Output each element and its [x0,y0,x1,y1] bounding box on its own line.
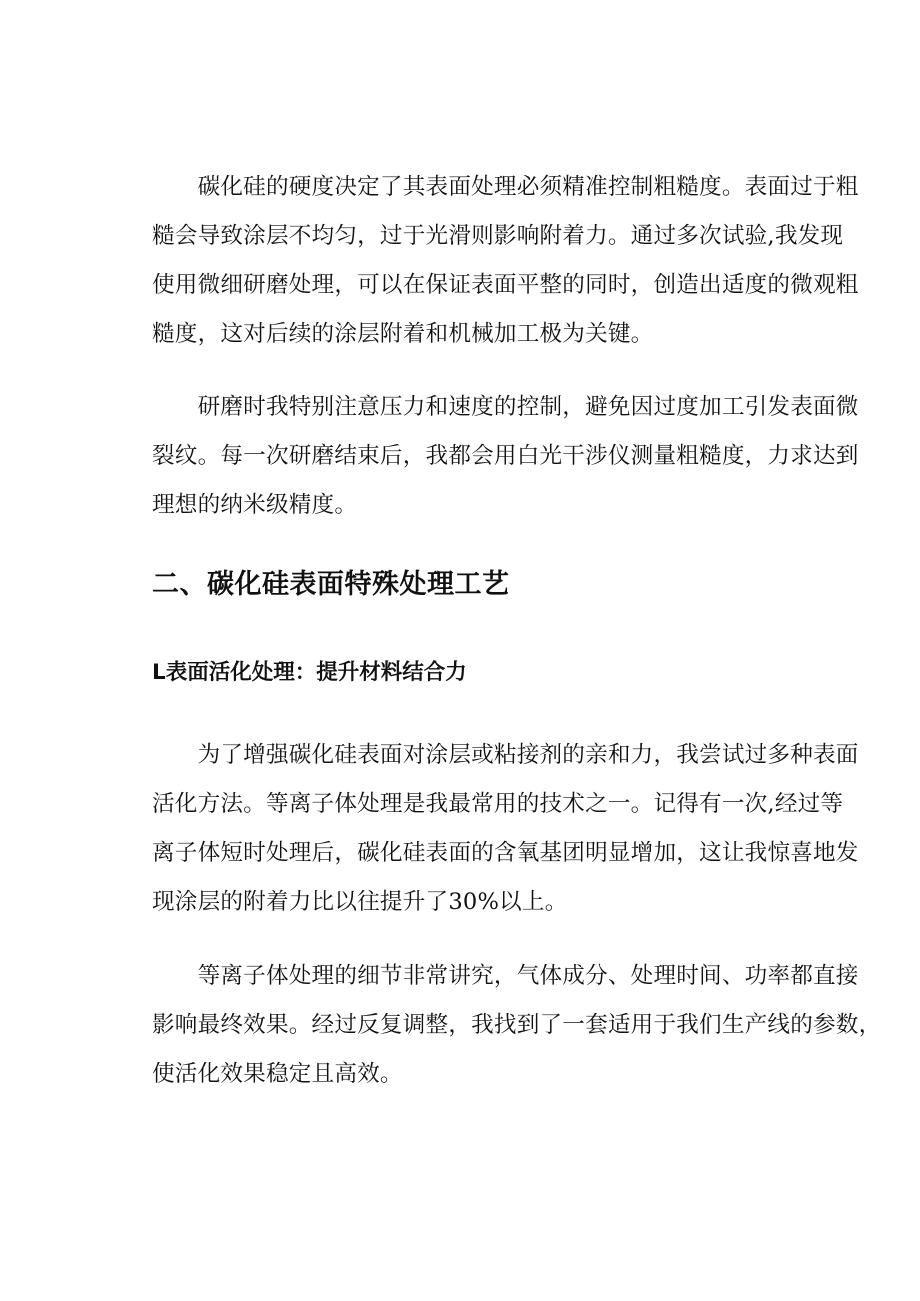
paragraph-plasma-details [152,952,882,1099]
text-line: 现涂层的附着力比以往提升了30%以上。 [152,889,568,915]
text-line: 等离子体处理的细节非常讲究，气体成分、处理时间、功率都直接 [152,963,859,989]
text-line: 为了增强碳化硅表面对涂层或粘接剂的亲和力，我尝试过多种表面 [152,742,859,768]
paragraph-grinding-control [152,383,859,530]
text-line: 活化方法。等离子体处理是我最常用的技术之一。记得有一次,经过等 [152,791,844,817]
text-line: 裂纹。每一次研磨结束后，我都会用白光干涉仪测量粗糙度，力求达到 [152,443,859,469]
text-line: 离子体短时处理后，碳化硅表面的含氧基团明显增加，这让我惊喜地发 [152,840,859,866]
paragraph-roughness-control [152,163,859,359]
text-line: 影响最终效果。经过反复调整，我找到了一套适用于我们生产线的参数， [152,1012,882,1038]
text-line: 研磨时我特别注意压力和速度的控制，避免因过度加工引发表面微 [152,394,859,420]
text-line: 糙度，这对后续的涂层附着和机械加工极为关键。 [152,321,654,347]
paragraph-surface-activation [152,731,859,927]
text-line: 使活化效果稳定且高效。 [152,1061,403,1087]
text-line: 糙会导致涂层不均匀，过于光滑则影响附着力。通过多次试验,我发现 [152,223,844,249]
text-line: 理想的纳米级精度。 [152,492,358,518]
subsection-heading: L表面活化处理：提升材料结合力 [152,660,467,685]
section-heading: 二、碳化硅表面特殊处理工艺 [152,569,510,600]
text-line: 碳化硅的硬度决定了其表面处理必须精准控制粗糙度。表面过于粗 [152,174,859,200]
text-line: 使用微细研磨处理，可以在保证表面平整的同时，创造出适度的微观粗 [152,272,859,298]
